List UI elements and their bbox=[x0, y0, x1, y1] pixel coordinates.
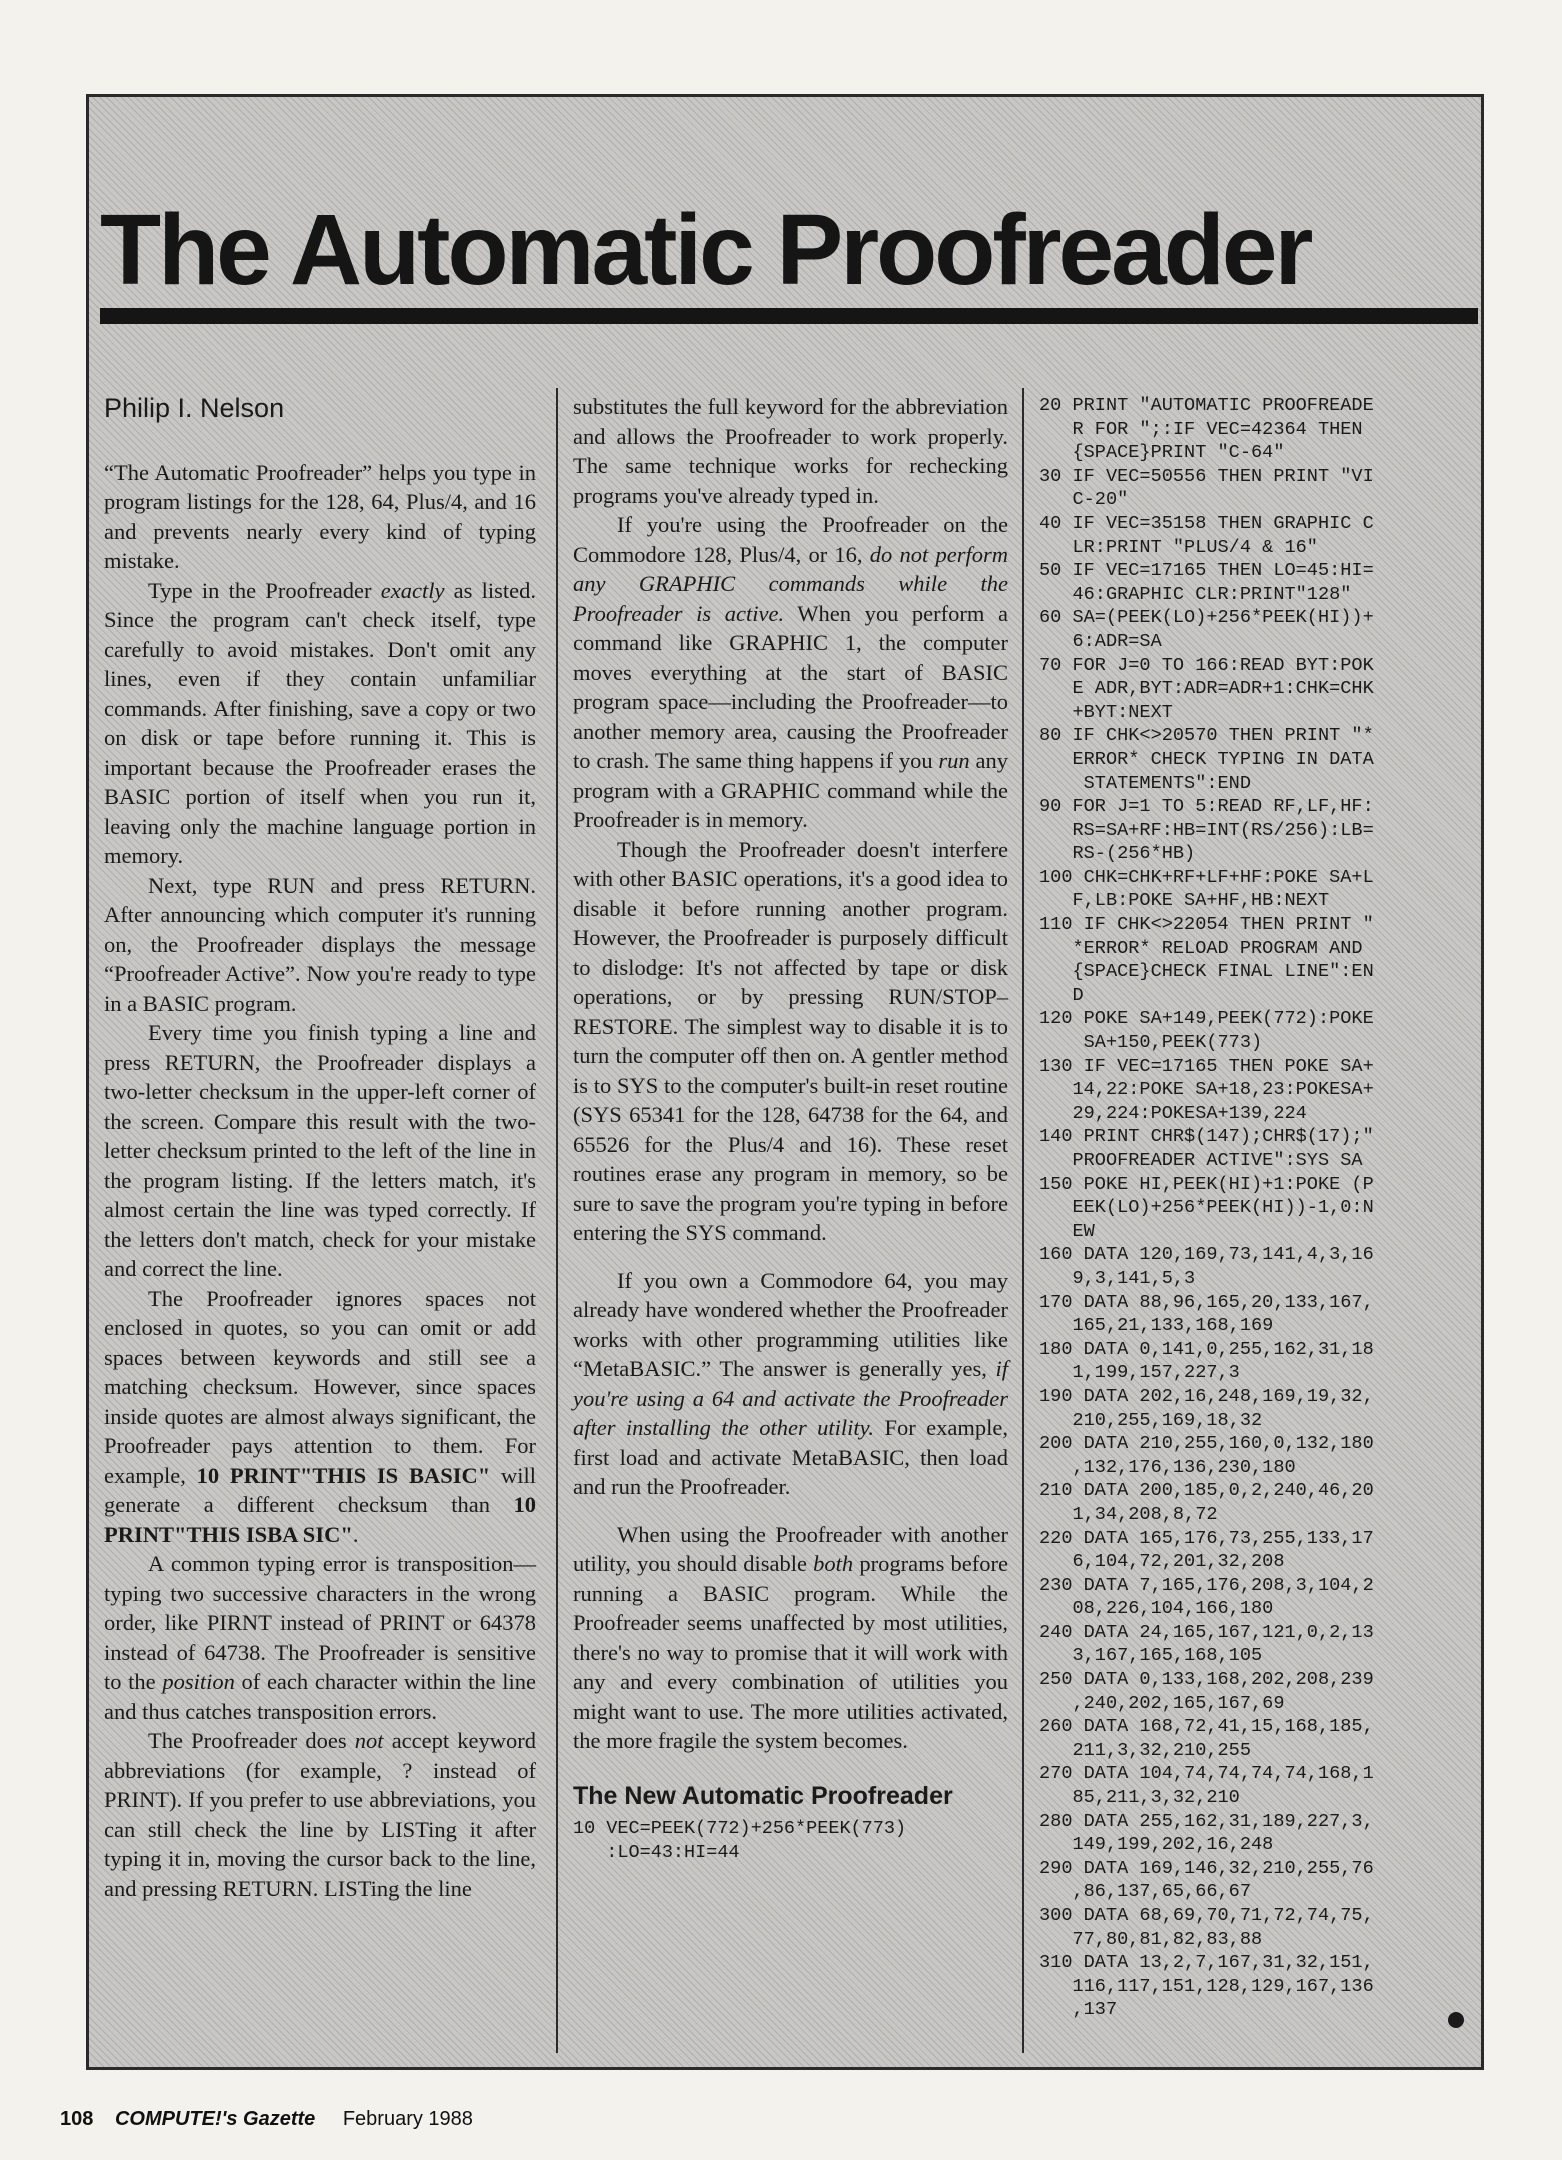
magazine-name: COMPUTE!'s Gazette bbox=[114, 2108, 316, 2130]
paragraph: The Proofreader does not accept keyword abbreviations (for example, ? instead of PRINT). If you prefer to use abbreviations, you can still check the line by LISTing it after typing it in, moving the cursor back to the line, and pressing RETURN. LISTing the line bbox=[104, 1728, 536, 1901]
paragraph: “The Automatic Proofreader” helps you type in program listings for the 128, 64, Plus/4, and 16 and prevents nearly every kind of typing mistake. bbox=[104, 459, 536, 573]
column-2 bbox=[573, 392, 1008, 1864]
paragraph: When using the Proofreader with another utility, you should disable both programs before running a BASIC program. While the Proofreader seems unaffected by most utilities, there's no way to promise that it will work with any and every combination of utilities you might want to use. The more utilities activated, the more fragile the system becomes. bbox=[573, 1521, 1008, 1753]
column-divider-2 bbox=[1022, 388, 1024, 2053]
column-divider-1 bbox=[556, 388, 558, 2053]
page-title: The Automatic Proofreader bbox=[100, 194, 1311, 306]
author-byline: Philip I. Nelson bbox=[104, 393, 285, 423]
page-number: 108 bbox=[60, 2108, 94, 2130]
page-footer bbox=[60, 2108, 473, 2131]
end-mark-icon bbox=[1448, 2012, 1464, 2028]
paragraph: substitutes the full keyword for the abbreviation and allows the Proofreader to work properly. The same technique works for rechecking programs you've already typed in. bbox=[573, 394, 1008, 508]
paragraph: Type in the Proofreader exactly as listed. Since the program can't check itself, type carefully to avoid mistakes. Don't omit any lines, even if they contain unfamiliar commands. After finishing, save a copy or two on disk or tape before running it. This is important because the Proofreader erases the BASIC portion of itself when you run it, leaving only the machine language portion in memory. bbox=[104, 577, 536, 868]
column-3 bbox=[1039, 394, 1479, 2022]
paragraph: Next, type RUN and press RETURN. After announcing which computer it's running on, the Proofreader displays the message “Proofreader Active”. Now you're ready to type in a BASIC program. bbox=[104, 872, 536, 1016]
code-listing: 20 PRINT "AUTOMATIC PROOFREADE R FOR ";:IF VEC=42364 THEN {SPACE}PRINT "C-64" 30 IF VEC=50556 THEN PRINT "VI C-20" 40 IF VEC=35158 THEN GRAPHIC C LR:PRINT "PLUS/4 & 16" 50 IF VEC=17165 THEN LO=45:HI= 46:GRAPHIC CLR:PRINT"128" 60 SA=(PEEK(LO)+256*PEEK(HI))+ 6:ADR=SA 70 FOR J=0 TO 166:READ BYT:POK E ADR,BYT:ADR=ADR+1:CHK=CHK +BYT:NEXT 80 IF CHK<>20570 THEN PRINT "* ERROR* CHECK TYPING IN DATA STATEMENTS":END 90 FOR J=1 TO 5:READ RF,LF,HF: RS=SA+RF:HB=INT(RS/256):LB= RS-(256*HB) 100 CHK=CHK+RF+LF+HF:POKE SA+L F,LB:POKE SA+HF,HB:NEXT 110 IF CHK<>22054 THEN PRINT " *ERROR* RELOAD PROGRAM AND {SPACE}CHECK FINAL LINE":EN D 120 POKE SA+149,PEEK(772):POKE SA+150,PEEK(773) 130 IF VEC=17165 THEN POKE SA+ 14,22:POKE SA+18,23:POKESA+ 29,224:POKESA+139,224 140 PRINT CHR$(147);CHR$(17);" PROOFREADER ACTIVE":SYS SA 150 POKE HI,PEEK(HI)+1:POKE (P EEK(LO)+256*PEEK(HI))-1,0:N EW 160 DATA 120,169,73,141,4,3,16 9,3,141,5,3 170 DATA 88,96,165,20,133,167, 165,21,133,168,169 180 DATA 0,141,0,255,162,31,18 1,199,157,227,3 190 DATA 202,16,248,169,19,32, 210,255,169,18,32 200 DATA 210,255,160,0,132,180 ,132,176,136,230,180 210 DATA 200,185,0,2,240,46,20 1,34,208,8,72 220 DATA 165,176,73,255,133,17 6,104,72,201,32,208 230 DATA 7,165,176,208,3,104,2 08,226,104,166,180 240 DATA 24,165,167,121,0,2,13 3,167,165,168,105 250 DATA 0,133,168,202,208,239 ,240,202,165,167,69 260 DATA 168,72,41,15,168,185, 211,3,32,210,255 270 DATA 104,74,74,74,74,168,1 85,211,3,32,210 280 DATA 255,162,31,189,227,3, 149,199,202,16,248 290 DATA 169,146,32,210,255,76 ,86,137,65,66,67 300 DATA 68,69,70,71,72,74,75, 77,80,81,82,83,88 310 DATA 13,2,7,167,31,32,151, 116,117,151,128,129,167,136 ,137 bbox=[1039, 395, 1374, 2021]
code-listing: 10 VEC=PEEK(772)+256*PEEK(773) :LO=43:HI=44 bbox=[573, 1818, 907, 1863]
paragraph: The Proofreader ignores spaces not enclosed in quotes, so you can omit or add spaces between keywords and still see a matching checksum. However, since spaces inside quotes are almost always significant, the Proofreader pays attention to them. For example, 10 PRINT"THIS IS BASIC" will generate a different checksum than 10 PRINT"THIS ISBA SIC". bbox=[104, 1285, 536, 1547]
title-rule bbox=[100, 308, 1478, 324]
paragraph: If you're using the Proofreader on the Commodore 128, Plus/4, or 16, do not perform any GRAPHIC commands while the Proofreader is active. When you perform a command like GRAPHIC 1, the computer moves everything at the start of BASIC program space—including the Proofreader—to another memory area, causing the Proofreader to crash. The same thing happens if you run any program with a GRAPHIC command while the Proofreader is in memory. bbox=[573, 512, 1008, 832]
paragraph: If you own a Commodore 64, you may already have wondered whether the Proofreader works with other programming utilities like “MetaBASIC.” The answer is generally yes, if you're using a 64 and activate the Proofreader after installing the other utility. For example, first load and activate MetaBASIC, then load and run the Proofreader. bbox=[573, 1267, 1008, 1499]
paragraph: Every time you finish typing a line and press RETURN, the Proofreader displays a two-letter checksum in the upper-left corner of the screen. Compare this result with the two-letter checksum printed to the left of the line in the program listing. If the letters match, it's almost certain the line was typed correctly. If the letters don't match, check for your mistake and correct the line. bbox=[104, 1020, 536, 1281]
section-heading: The New Automatic Proofreader bbox=[573, 1781, 953, 1810]
column-1 bbox=[104, 390, 536, 1903]
paragraph: A common typing error is transposition—typing two successive characters in the wrong order, like PIRNT instead of PRINT or 64378 instead of 64738. The Proofreader is sensitive to the position of each character within the line and thus catches transposition errors. bbox=[104, 1551, 536, 1724]
paragraph: Though the Proofreader doesn't interfere with other BASIC operations, it's a good idea to disable it before running another program. However, the Proofreader is purposely difficult to dislodge: It's not affected by tape or disk operations, or by pressing RUN/STOP–RESTORE. The simplest way to disable it is to turn the computer off then on. A gentler method is to SYS to the computer's built-in reset routine (SYS 65341 for the 128, 64738 for the 64, and 65526 for the Plus/4 and 16). These reset routines erase any program in memory, so be sure to save the program you're typing in before entering the SYS command. bbox=[573, 836, 1008, 1245]
issue-date: February 1988 bbox=[342, 2108, 473, 2130]
